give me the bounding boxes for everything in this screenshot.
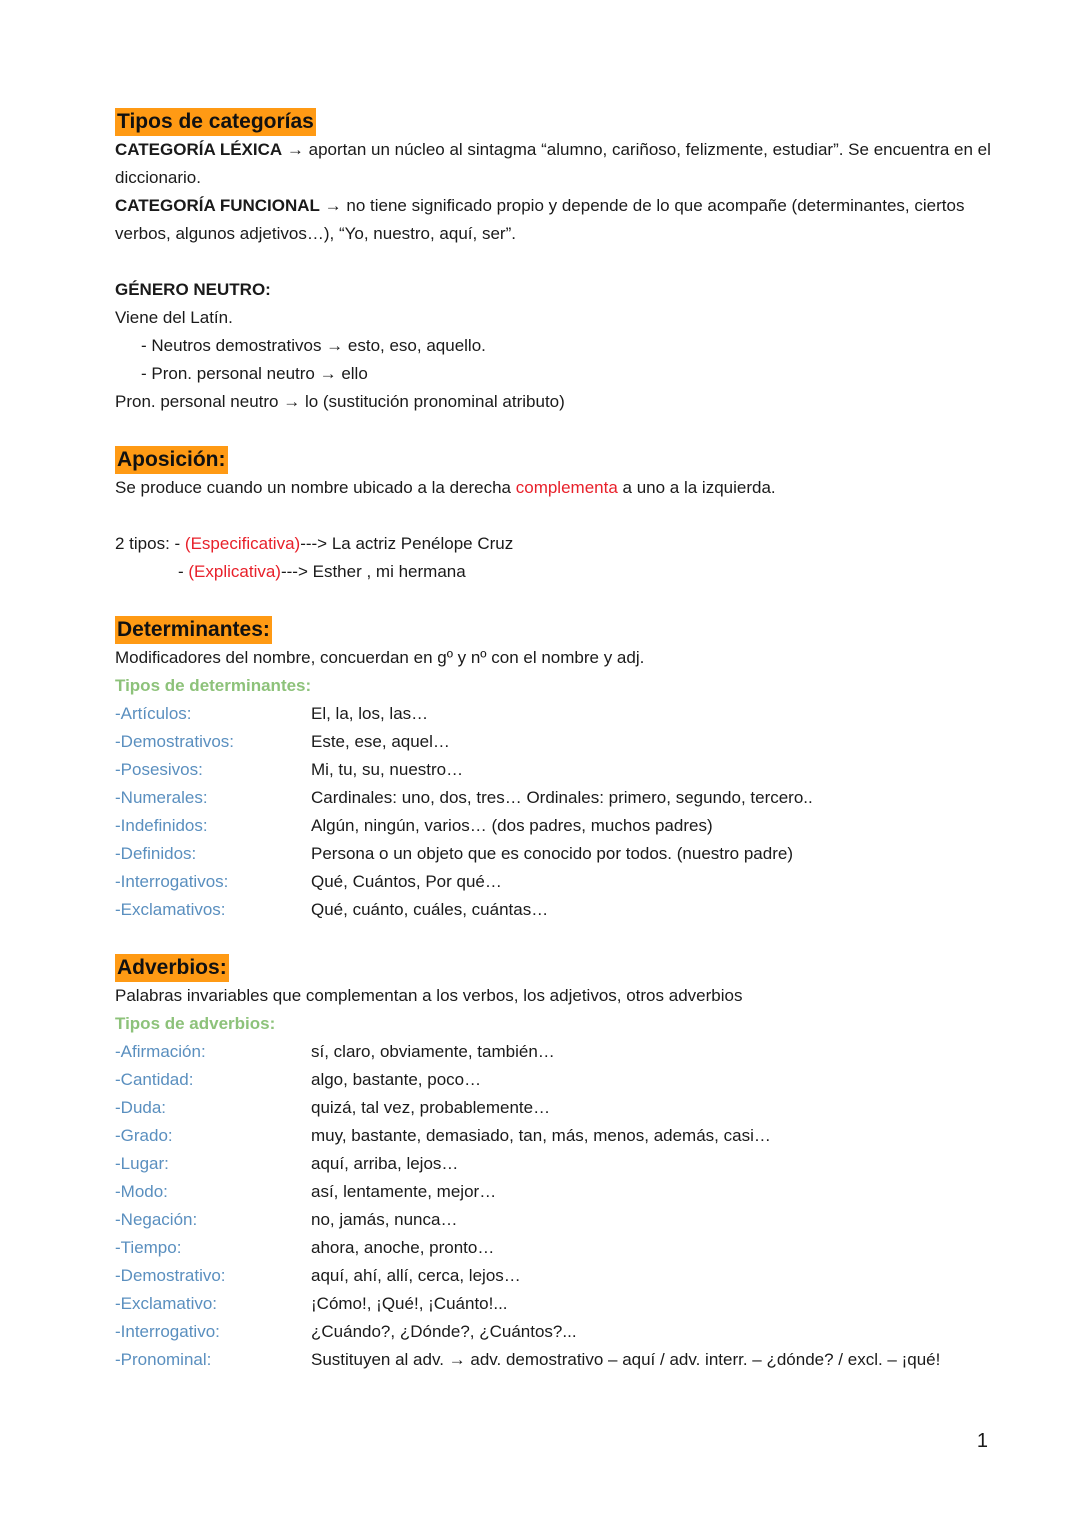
table-row: -Afirmación: sí, claro, obviamente, también… bbox=[115, 1042, 555, 1061]
page-number: 1 bbox=[976, 1430, 988, 1452]
aposicion-type-1: 2 tipos: - (Especificativa)---> La actriz Penélope Cruz bbox=[115, 534, 514, 553]
section-heading-aposicion: Aposición: bbox=[115, 446, 228, 474]
list-item: - Neutros demostrativos → esto, eso, aquello. bbox=[141, 336, 486, 355]
table-row: -Modo: así, lentamente, mejor… bbox=[115, 1182, 497, 1201]
table-row: -Demostrativos: Este, ese, aquel… bbox=[115, 732, 450, 751]
table-row: -Cantidad: algo, bastante, poco… bbox=[115, 1070, 482, 1089]
table-row: -Interrogativos: Qué, Cuántos, Por qué… bbox=[115, 872, 502, 891]
table-row: -Exclamativos: Qué, cuánto, cuáles, cuántas… bbox=[115, 900, 549, 919]
table-row: -Interrogativo: ¿Cuándo?, ¿Dónde?, ¿Cuántos?... bbox=[115, 1322, 577, 1341]
document-page bbox=[115, 108, 995, 1374]
paragraph-categoria-funcional bbox=[115, 192, 995, 248]
label-categoria-funcional: CATEGORÍA FUNCIONAL bbox=[115, 196, 320, 215]
table-row: -Posesivos: Mi, tu, su, nuestro… bbox=[115, 760, 464, 779]
table-row: -Tiempo: ahora, anoche, pronto… bbox=[115, 1238, 495, 1257]
subheading-tipos-determinantes: Tipos de determinantes: bbox=[115, 676, 312, 695]
adverbios-table bbox=[115, 1038, 995, 1374]
text-pron-personal-neutro: Pron. personal neutro → lo (sustitución pronominal atributo) bbox=[115, 392, 565, 411]
section-heading-adverbios: Adverbios: bbox=[115, 954, 229, 982]
aposicion-type-2: - (Explicativa)---> Esther , mi hermana bbox=[178, 562, 466, 581]
section-heading-determinantes: Determinantes: bbox=[115, 616, 272, 644]
table-row: -Demostrativo: aquí, ahí, allí, cerca, lejos… bbox=[115, 1266, 521, 1285]
table-row: -Duda: quizá, tal vez, probablemente… bbox=[115, 1098, 551, 1117]
text-adverbios-intro: Palabras invariables que complementan a los verbos, los adjetivos, otros adverbios bbox=[115, 986, 743, 1005]
text-categoria-funcional: → no tiene significado propio y depende de lo que acompañe (determinantes, ciertos verbos, algunos adjetivos…), “Yo, nuestro, aquí, ser”. bbox=[115, 196, 965, 243]
table-row: -Grado: muy, bastante, demasiado, tan, más, menos, además, casi… bbox=[115, 1126, 771, 1145]
table-row: -Lugar: aquí, arriba, lejos… bbox=[115, 1154, 459, 1173]
text-viene-latin: Viene del Latín. bbox=[115, 308, 233, 327]
table-row: -Exclamativo: ¡Cómo!, ¡Qué!, ¡Cuánto!... bbox=[115, 1294, 508, 1313]
text-categoria-lexica: → aportan un núcleo al sintagma “alumno, cariñoso, felizmente, estudiar”. Se encuentra en el diccionario. bbox=[115, 140, 991, 187]
table-row: -Pronominal: Sustituyen al adv. → adv. demostrativo – aquí / adv. interr. – ¿dónde? / excl. – ¡qué! bbox=[115, 1350, 941, 1369]
table-row: -Definidos: Persona o un objeto que es conocido por todos. (nuestro padre) bbox=[115, 844, 793, 863]
section-heading-categorias: Tipos de categorías bbox=[115, 108, 316, 136]
label-categoria-lexica: CATEGORÍA LÉXICA bbox=[115, 140, 283, 159]
paragraph-aposicion: Se produce cuando un nombre ubicado a la derecha complementa a uno a la izquierda. bbox=[115, 478, 776, 497]
section-heading-genero-neutro: GÉNERO NEUTRO: bbox=[115, 280, 271, 299]
paragraph-categoria-lexica bbox=[115, 136, 995, 192]
table-row: -Negación: no, jamás, nunca… bbox=[115, 1210, 458, 1229]
table-row: -Numerales: Cardinales: uno, dos, tres… Ordinales: primero, segundo, tercero.. bbox=[115, 788, 813, 807]
table-row: -Artículos: El, la, los, las… bbox=[115, 704, 429, 723]
table-row: -Indefinidos: Algún, ningún, varios… (dos padres, muchos padres) bbox=[115, 816, 713, 835]
text-determinantes-intro: Modificadores del nombre, concuerdan en gº y nº con el nombre y adj. bbox=[115, 648, 645, 667]
highlight-complementa: complementa bbox=[515, 478, 618, 497]
subheading-tipos-adverbios: Tipos de adverbios: bbox=[115, 1014, 276, 1033]
list-item: - Pron. personal neutro → ello bbox=[141, 364, 368, 383]
determinantes-table bbox=[115, 700, 995, 924]
